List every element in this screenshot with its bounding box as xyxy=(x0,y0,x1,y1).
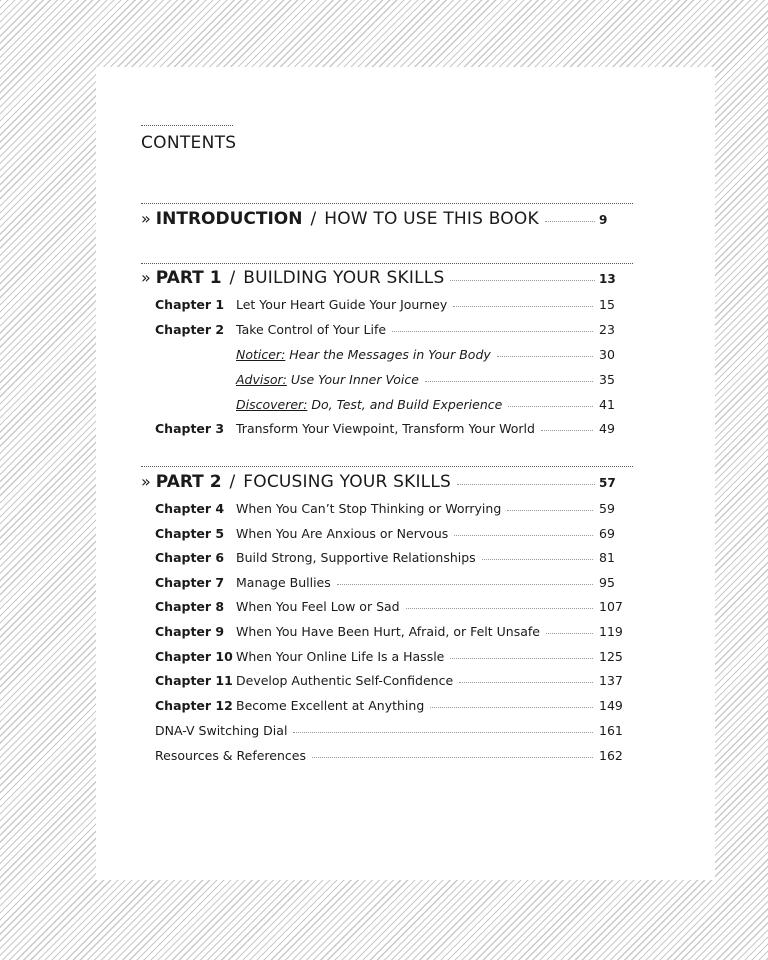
toc-entry-chapter-1[interactable] xyxy=(155,297,621,317)
page-title: CONTENTS xyxy=(141,133,237,153)
heading-slash: / xyxy=(229,472,236,492)
heading-subtitle: FOCUSING YOUR SKILLS xyxy=(243,472,452,492)
chapter-label: Chapter 2 xyxy=(155,322,225,337)
entry-title: When You Have Been Hurt, Afraid, or Felt Unsafe xyxy=(236,624,540,639)
dot-leader xyxy=(430,707,593,708)
toc-heading-part-2[interactable] xyxy=(141,472,616,496)
entry-subtitle: Hear the Messages in Your Body xyxy=(289,347,491,362)
chevron-right-icon: » xyxy=(141,472,151,491)
entry-title: DNA-V Switching Dial xyxy=(155,723,288,738)
dot-leader xyxy=(497,356,593,357)
contents-rule xyxy=(141,125,233,126)
page-number: 107 xyxy=(599,599,623,614)
page-number: 161 xyxy=(599,723,623,738)
divider xyxy=(141,263,633,264)
page-number: 95 xyxy=(599,575,615,590)
page-number: 119 xyxy=(599,624,623,639)
entry-sublabel: Noticer: xyxy=(236,347,286,362)
heading-subtitle: BUILDING YOUR SKILLS xyxy=(243,268,445,288)
dot-leader xyxy=(454,535,593,536)
dot-leader xyxy=(459,682,593,683)
chapter-label: Chapter 7 xyxy=(155,575,225,590)
divider xyxy=(141,203,633,204)
dot-leader xyxy=(450,658,593,659)
dot-leader xyxy=(457,484,595,485)
toc-entry-resources[interactable] xyxy=(155,748,621,768)
dot-leader xyxy=(425,381,593,382)
toc-entry-chapter-12[interactable] xyxy=(155,698,621,718)
entry-title: Develop Authentic Self-Confidence xyxy=(236,673,454,688)
toc-entry-advisor[interactable] xyxy=(155,372,621,392)
dot-leader xyxy=(508,406,593,407)
entry-title: Manage Bullies xyxy=(236,575,331,590)
page-number: 162 xyxy=(599,748,623,763)
page-number: 41 xyxy=(599,397,615,412)
page-number: 15 xyxy=(599,297,615,312)
entry-sublabel: Discoverer: xyxy=(236,397,308,412)
chapter-label: Chapter 10 xyxy=(155,649,233,664)
entry-title: Let Your Heart Guide Your Journey xyxy=(236,297,448,312)
page-number: 30 xyxy=(599,347,615,362)
entry-title xyxy=(236,347,491,362)
entry-sublabel: Advisor: xyxy=(236,372,287,387)
toc-heading-introduction[interactable] xyxy=(141,209,613,233)
dot-leader xyxy=(450,280,595,281)
toc-heading-part-1[interactable] xyxy=(141,268,616,292)
dot-leader xyxy=(545,221,595,222)
entry-title: Transform Your Viewpoint, Transform Your World xyxy=(236,421,535,436)
toc-entry-switching-dial[interactable] xyxy=(155,723,621,743)
page-number: 49 xyxy=(599,421,615,436)
heading-slash: / xyxy=(310,209,317,229)
chapter-label: Chapter 6 xyxy=(155,550,225,565)
entry-title: Resources & References xyxy=(155,748,306,763)
entry-subtitle: Use Your Inner Voice xyxy=(290,372,419,387)
dot-leader xyxy=(453,306,593,307)
toc-entry-chapter-11[interactable] xyxy=(155,673,621,693)
entry-title: Take Control of Your Life xyxy=(236,322,387,337)
toc-entry-chapter-5[interactable] xyxy=(155,526,621,546)
dot-leader xyxy=(312,757,593,758)
toc-entry-chapter-8[interactable] xyxy=(155,599,621,619)
chapter-label: Chapter 9 xyxy=(155,624,225,639)
entry-subtitle: Do, Test, and Build Experience xyxy=(311,397,503,412)
toc-entry-chapter-7[interactable] xyxy=(155,575,621,595)
toc-entry-chapter-4[interactable] xyxy=(155,501,621,521)
heading-label: PART 2 xyxy=(155,472,222,492)
entry-title: When Your Online Life Is a Hassle xyxy=(236,649,445,664)
entry-title: Build Strong, Supportive Relationships xyxy=(236,550,476,565)
dot-leader xyxy=(541,430,593,431)
chapter-label: Chapter 8 xyxy=(155,599,225,614)
dot-leader xyxy=(406,608,593,609)
page-number: 149 xyxy=(599,698,623,713)
toc-entry-chapter-3[interactable] xyxy=(155,421,621,441)
page-number: 69 xyxy=(599,526,615,541)
dot-leader xyxy=(392,331,593,332)
page-number: 137 xyxy=(599,673,623,688)
chapter-label: Chapter 3 xyxy=(155,421,225,436)
entry-title xyxy=(236,372,419,387)
dot-leader xyxy=(546,633,593,634)
toc-entry-noticer[interactable] xyxy=(155,347,621,367)
chapter-label: Chapter 1 xyxy=(155,297,225,312)
toc-entry-chapter-10[interactable] xyxy=(155,649,621,669)
page-number: 57 xyxy=(599,476,616,490)
chevron-right-icon: » xyxy=(141,209,151,228)
heading-slash: / xyxy=(229,268,236,288)
dot-leader xyxy=(337,584,593,585)
page-number: 81 xyxy=(599,550,615,565)
page-number: 23 xyxy=(599,322,615,337)
page-number: 59 xyxy=(599,501,615,516)
toc-entry-chapter-6[interactable] xyxy=(155,550,621,570)
toc-entry-chapter-2[interactable] xyxy=(155,322,621,342)
divider xyxy=(141,466,633,467)
page-number: 13 xyxy=(599,272,616,286)
toc-entry-discoverer[interactable] xyxy=(155,397,621,417)
heading-label: PART 1 xyxy=(155,268,222,288)
page-number: 9 xyxy=(599,213,608,227)
entry-title: Become Excellent at Anything xyxy=(236,698,425,713)
dot-leader xyxy=(507,510,593,511)
heading-subtitle: HOW TO USE THIS BOOK xyxy=(324,209,539,229)
entry-title: When You Are Anxious or Nervous xyxy=(236,526,449,541)
chapter-label: Chapter 4 xyxy=(155,501,225,516)
chapter-label: Chapter 12 xyxy=(155,698,233,713)
entry-title: When You Feel Low or Sad xyxy=(236,599,400,614)
dot-leader xyxy=(293,732,593,733)
page-number: 125 xyxy=(599,649,623,664)
entry-title xyxy=(236,397,502,412)
heading-label: INTRODUCTION xyxy=(155,209,303,229)
page-number: 35 xyxy=(599,372,615,387)
entry-title: When You Can’t Stop Thinking or Worrying xyxy=(236,501,502,516)
chevron-right-icon: » xyxy=(141,268,151,287)
chapter-label: Chapter 5 xyxy=(155,526,225,541)
dot-leader xyxy=(482,559,593,560)
chapter-label: Chapter 11 xyxy=(155,673,233,688)
toc-page xyxy=(96,67,715,880)
toc-entry-chapter-9[interactable] xyxy=(155,624,621,644)
